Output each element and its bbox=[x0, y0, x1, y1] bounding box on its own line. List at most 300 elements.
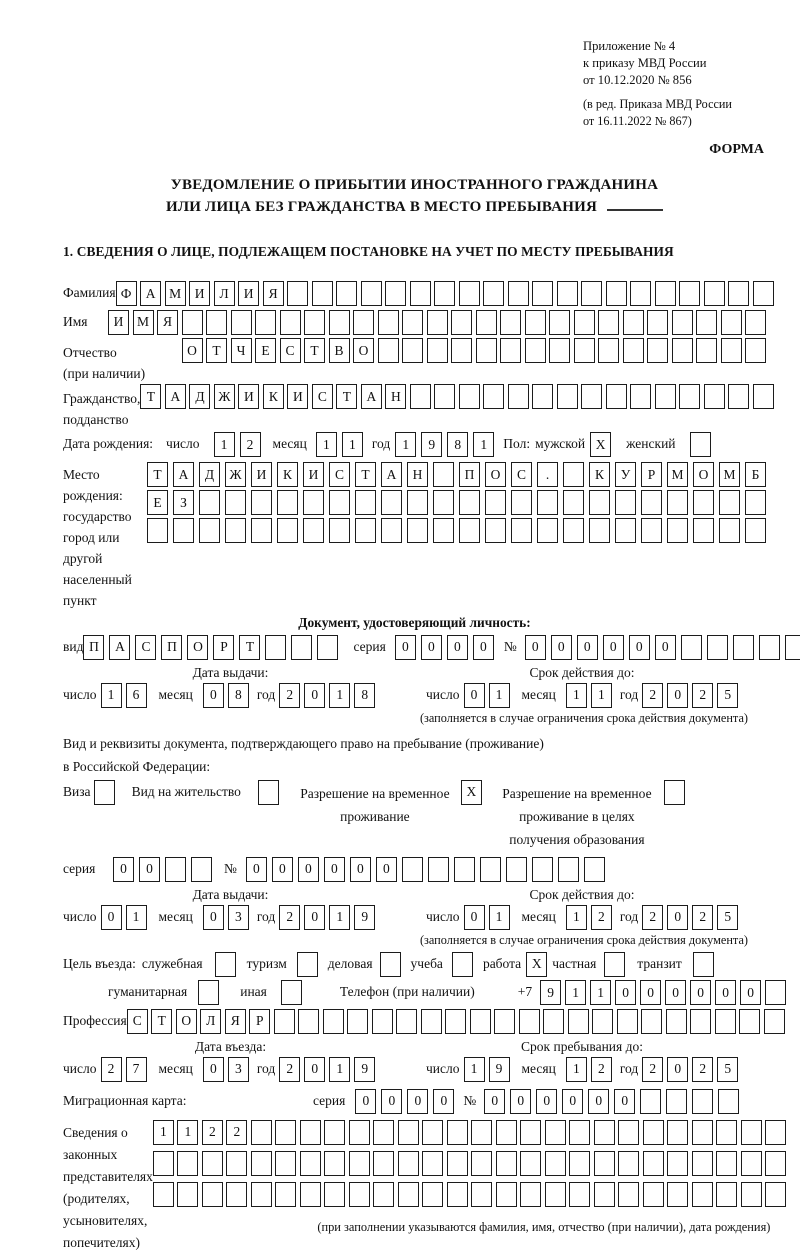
char-box[interactable] bbox=[300, 1182, 321, 1207]
char-box[interactable]: 0 bbox=[525, 635, 546, 660]
char-box[interactable] bbox=[666, 1009, 687, 1034]
char-box[interactable] bbox=[759, 635, 780, 660]
char-box[interactable] bbox=[483, 281, 504, 306]
char-box[interactable]: И bbox=[238, 281, 259, 306]
char-box[interactable]: 0 bbox=[603, 635, 624, 660]
char-box[interactable] bbox=[741, 1151, 762, 1176]
char-box[interactable]: Т bbox=[147, 462, 168, 487]
char-box[interactable] bbox=[277, 518, 298, 543]
char-box[interactable]: У bbox=[615, 462, 636, 487]
char-box[interactable] bbox=[372, 1009, 393, 1034]
char-box[interactable] bbox=[480, 857, 501, 882]
char-box[interactable] bbox=[640, 1089, 661, 1114]
char-box[interactable]: И bbox=[108, 310, 129, 335]
char-box[interactable]: 9 bbox=[540, 980, 561, 1005]
char-box[interactable]: 1 bbox=[329, 905, 350, 930]
char-box[interactable] bbox=[589, 518, 610, 543]
char-box[interactable]: 5 bbox=[717, 1057, 738, 1082]
char-box[interactable] bbox=[336, 281, 357, 306]
char-box[interactable]: С bbox=[329, 462, 350, 487]
char-box[interactable]: Т bbox=[304, 338, 325, 363]
char-box[interactable]: Д bbox=[189, 384, 210, 409]
sex-male-checkbox[interactable]: X bbox=[590, 432, 611, 457]
char-box[interactable]: 1 bbox=[101, 683, 122, 708]
char-box[interactable] bbox=[667, 490, 688, 515]
char-box[interactable] bbox=[690, 1009, 711, 1034]
char-box[interactable]: 1 bbox=[316, 432, 337, 457]
char-box[interactable] bbox=[402, 310, 423, 335]
char-box[interactable]: . bbox=[537, 462, 558, 487]
char-box[interactable] bbox=[655, 281, 676, 306]
char-box[interactable] bbox=[718, 1089, 739, 1114]
char-box[interactable] bbox=[324, 1120, 345, 1145]
char-box[interactable] bbox=[265, 635, 286, 660]
char-box[interactable] bbox=[647, 338, 668, 363]
char-box[interactable]: Я bbox=[225, 1009, 246, 1034]
char-box[interactable]: 0 bbox=[350, 857, 371, 882]
char-box[interactable] bbox=[422, 1151, 443, 1176]
char-box[interactable] bbox=[508, 281, 529, 306]
char-box[interactable]: 0 bbox=[113, 857, 134, 882]
char-box[interactable] bbox=[721, 338, 742, 363]
purpose-tourism-checkbox[interactable] bbox=[297, 952, 318, 977]
char-box[interactable]: П bbox=[83, 635, 104, 660]
purpose-business-checkbox[interactable] bbox=[215, 952, 236, 977]
char-box[interactable] bbox=[569, 1182, 590, 1207]
char-box[interactable]: Л bbox=[214, 281, 235, 306]
char-box[interactable] bbox=[303, 490, 324, 515]
char-box[interactable] bbox=[643, 1120, 664, 1145]
char-box[interactable] bbox=[681, 635, 702, 660]
char-box[interactable]: О bbox=[353, 338, 374, 363]
char-box[interactable]: 0 bbox=[536, 1089, 557, 1114]
char-box[interactable] bbox=[532, 384, 553, 409]
char-box[interactable] bbox=[410, 384, 431, 409]
char-box[interactable] bbox=[298, 1009, 319, 1034]
char-box[interactable]: М bbox=[719, 462, 740, 487]
char-box[interactable] bbox=[300, 1151, 321, 1176]
char-box[interactable]: А bbox=[140, 281, 161, 306]
char-box[interactable] bbox=[182, 310, 203, 335]
char-box[interactable] bbox=[274, 1009, 295, 1034]
char-box[interactable] bbox=[454, 857, 475, 882]
char-box[interactable]: О bbox=[182, 338, 203, 363]
char-box[interactable]: Ж bbox=[225, 462, 246, 487]
char-box[interactable]: 0 bbox=[562, 1089, 583, 1114]
char-box[interactable]: 7 bbox=[126, 1057, 147, 1082]
char-box[interactable]: Е bbox=[147, 490, 168, 515]
char-box[interactable]: 0 bbox=[667, 1057, 688, 1082]
char-box[interactable] bbox=[765, 1182, 786, 1207]
char-box[interactable]: 0 bbox=[510, 1089, 531, 1114]
char-box[interactable]: С bbox=[135, 635, 156, 660]
char-box[interactable]: 5 bbox=[717, 905, 738, 930]
char-box[interactable] bbox=[618, 1120, 639, 1145]
char-box[interactable] bbox=[422, 1120, 443, 1145]
char-box[interactable]: 0 bbox=[629, 635, 650, 660]
char-box[interactable]: 2 bbox=[642, 683, 663, 708]
char-box[interactable] bbox=[177, 1182, 198, 1207]
char-box[interactable] bbox=[584, 857, 605, 882]
char-box[interactable] bbox=[716, 1151, 737, 1176]
char-box[interactable]: 2 bbox=[591, 1057, 612, 1082]
char-box[interactable] bbox=[199, 518, 220, 543]
char-box[interactable] bbox=[558, 857, 579, 882]
char-box[interactable]: 0 bbox=[203, 905, 224, 930]
char-box[interactable] bbox=[355, 518, 376, 543]
char-box[interactable] bbox=[324, 1182, 345, 1207]
char-box[interactable] bbox=[667, 1120, 688, 1145]
char-box[interactable]: 1 bbox=[153, 1120, 174, 1145]
char-box[interactable]: 6 bbox=[126, 683, 147, 708]
char-box[interactable] bbox=[719, 490, 740, 515]
char-box[interactable]: 0 bbox=[473, 635, 494, 660]
char-box[interactable]: В bbox=[329, 338, 350, 363]
char-box[interactable] bbox=[728, 384, 749, 409]
char-box[interactable] bbox=[545, 1120, 566, 1145]
char-box[interactable]: Р bbox=[641, 462, 662, 487]
char-box[interactable] bbox=[532, 281, 553, 306]
char-box[interactable] bbox=[427, 338, 448, 363]
char-box[interactable] bbox=[402, 857, 423, 882]
char-box[interactable]: К bbox=[589, 462, 610, 487]
char-box[interactable] bbox=[470, 1009, 491, 1034]
char-box[interactable]: Д bbox=[199, 462, 220, 487]
char-box[interactable] bbox=[745, 490, 766, 515]
char-box[interactable] bbox=[476, 310, 497, 335]
char-box[interactable]: 0 bbox=[614, 1089, 635, 1114]
char-box[interactable]: 1 bbox=[395, 432, 416, 457]
char-box[interactable]: 0 bbox=[203, 1057, 224, 1082]
char-box[interactable] bbox=[329, 310, 350, 335]
char-box[interactable]: 0 bbox=[433, 1089, 454, 1114]
char-box[interactable] bbox=[287, 281, 308, 306]
char-box[interactable] bbox=[500, 338, 521, 363]
char-box[interactable] bbox=[581, 384, 602, 409]
char-box[interactable] bbox=[733, 635, 754, 660]
char-box[interactable]: 0 bbox=[640, 980, 661, 1005]
char-box[interactable]: 0 bbox=[421, 635, 442, 660]
char-box[interactable] bbox=[753, 384, 774, 409]
char-box[interactable] bbox=[630, 281, 651, 306]
char-box[interactable]: 1 bbox=[566, 1057, 587, 1082]
char-box[interactable]: 1 bbox=[565, 980, 586, 1005]
char-box[interactable] bbox=[251, 490, 272, 515]
char-box[interactable]: 0 bbox=[577, 635, 598, 660]
char-box[interactable]: А bbox=[361, 384, 382, 409]
char-box[interactable] bbox=[471, 1182, 492, 1207]
char-box[interactable] bbox=[255, 310, 276, 335]
char-box[interactable]: 2 bbox=[240, 432, 261, 457]
char-box[interactable]: Я bbox=[157, 310, 178, 335]
purpose-private-checkbox[interactable] bbox=[604, 952, 625, 977]
char-box[interactable] bbox=[433, 490, 454, 515]
char-box[interactable] bbox=[231, 310, 252, 335]
char-box[interactable] bbox=[704, 384, 725, 409]
char-box[interactable]: 2 bbox=[692, 905, 713, 930]
char-box[interactable] bbox=[745, 310, 766, 335]
char-box[interactable] bbox=[647, 310, 668, 335]
char-box[interactable]: 1 bbox=[464, 1057, 485, 1082]
char-box[interactable] bbox=[615, 490, 636, 515]
char-box[interactable]: 0 bbox=[101, 905, 122, 930]
char-box[interactable]: М bbox=[133, 310, 154, 335]
char-box[interactable] bbox=[191, 857, 212, 882]
char-box[interactable] bbox=[557, 281, 578, 306]
char-box[interactable]: 1 bbox=[566, 683, 587, 708]
char-box[interactable] bbox=[598, 310, 619, 335]
char-box[interactable] bbox=[537, 518, 558, 543]
char-box[interactable] bbox=[451, 310, 472, 335]
char-box[interactable]: 2 bbox=[226, 1120, 247, 1145]
char-box[interactable]: 0 bbox=[139, 857, 160, 882]
char-box[interactable] bbox=[225, 518, 246, 543]
sex-female-checkbox[interactable] bbox=[690, 432, 711, 457]
char-box[interactable] bbox=[641, 518, 662, 543]
char-box[interactable] bbox=[707, 635, 728, 660]
char-box[interactable]: 0 bbox=[447, 635, 468, 660]
char-box[interactable]: 1 bbox=[591, 683, 612, 708]
char-box[interactable]: 2 bbox=[692, 683, 713, 708]
char-box[interactable] bbox=[574, 310, 595, 335]
char-box[interactable] bbox=[606, 281, 627, 306]
char-box[interactable] bbox=[381, 518, 402, 543]
char-box[interactable]: М bbox=[667, 462, 688, 487]
char-box[interactable]: 8 bbox=[447, 432, 468, 457]
char-box[interactable] bbox=[153, 1151, 174, 1176]
char-box[interactable]: 3 bbox=[228, 905, 249, 930]
char-box[interactable]: Р bbox=[249, 1009, 270, 1034]
char-box[interactable] bbox=[594, 1151, 615, 1176]
char-box[interactable]: 0 bbox=[715, 980, 736, 1005]
char-box[interactable]: 0 bbox=[304, 905, 325, 930]
char-box[interactable] bbox=[549, 310, 570, 335]
char-box[interactable]: 1 bbox=[177, 1120, 198, 1145]
char-box[interactable] bbox=[606, 384, 627, 409]
char-box[interactable]: И bbox=[303, 462, 324, 487]
char-box[interactable] bbox=[696, 338, 717, 363]
char-box[interactable] bbox=[427, 310, 448, 335]
char-box[interactable]: 0 bbox=[667, 683, 688, 708]
char-box[interactable] bbox=[721, 310, 742, 335]
char-box[interactable] bbox=[506, 857, 527, 882]
char-box[interactable] bbox=[459, 384, 480, 409]
char-box[interactable] bbox=[715, 1009, 736, 1034]
char-box[interactable]: 9 bbox=[421, 432, 442, 457]
char-box[interactable] bbox=[447, 1182, 468, 1207]
char-box[interactable] bbox=[745, 338, 766, 363]
char-box[interactable]: Т bbox=[140, 384, 161, 409]
char-box[interactable]: 0 bbox=[665, 980, 686, 1005]
char-box[interactable]: Н bbox=[407, 462, 428, 487]
char-box[interactable] bbox=[485, 490, 506, 515]
char-box[interactable]: 2 bbox=[279, 1057, 300, 1082]
char-box[interactable] bbox=[329, 518, 350, 543]
char-box[interactable]: 9 bbox=[489, 1057, 510, 1082]
char-box[interactable] bbox=[173, 518, 194, 543]
char-box[interactable] bbox=[753, 281, 774, 306]
char-box[interactable] bbox=[692, 1182, 713, 1207]
char-box[interactable] bbox=[323, 1009, 344, 1034]
char-box[interactable]: К bbox=[277, 462, 298, 487]
char-box[interactable] bbox=[525, 338, 546, 363]
char-box[interactable] bbox=[623, 310, 644, 335]
char-box[interactable]: 2 bbox=[642, 1057, 663, 1082]
char-box[interactable]: 0 bbox=[588, 1089, 609, 1114]
char-box[interactable]: Л bbox=[200, 1009, 221, 1034]
char-box[interactable]: Е bbox=[255, 338, 276, 363]
char-box[interactable] bbox=[692, 1089, 713, 1114]
char-box[interactable] bbox=[716, 1120, 737, 1145]
char-box[interactable] bbox=[496, 1151, 517, 1176]
char-box[interactable]: О bbox=[176, 1009, 197, 1034]
char-box[interactable] bbox=[199, 490, 220, 515]
char-box[interactable]: 0 bbox=[355, 1089, 376, 1114]
char-box[interactable] bbox=[592, 1009, 613, 1034]
char-box[interactable]: 1 bbox=[214, 432, 235, 457]
char-box[interactable] bbox=[422, 1182, 443, 1207]
char-box[interactable]: И bbox=[238, 384, 259, 409]
char-box[interactable]: 2 bbox=[279, 683, 300, 708]
char-box[interactable] bbox=[373, 1151, 394, 1176]
char-box[interactable]: 0 bbox=[246, 857, 267, 882]
char-box[interactable] bbox=[672, 310, 693, 335]
char-box[interactable] bbox=[378, 338, 399, 363]
visa-checkbox[interactable] bbox=[94, 780, 115, 805]
char-box[interactable]: О bbox=[693, 462, 714, 487]
char-box[interactable] bbox=[617, 1009, 638, 1034]
char-box[interactable] bbox=[655, 384, 676, 409]
char-box[interactable]: П bbox=[161, 635, 182, 660]
char-box[interactable] bbox=[739, 1009, 760, 1034]
char-box[interactable] bbox=[226, 1182, 247, 1207]
char-box[interactable] bbox=[692, 1120, 713, 1145]
char-box[interactable] bbox=[471, 1151, 492, 1176]
char-box[interactable]: 1 bbox=[489, 683, 510, 708]
char-box[interactable] bbox=[519, 1009, 540, 1034]
char-box[interactable]: 9 bbox=[354, 1057, 375, 1082]
char-box[interactable] bbox=[381, 490, 402, 515]
char-box[interactable] bbox=[719, 518, 740, 543]
char-box[interactable] bbox=[508, 384, 529, 409]
char-box[interactable]: 0 bbox=[381, 1089, 402, 1114]
char-box[interactable] bbox=[407, 518, 428, 543]
char-box[interactable] bbox=[696, 310, 717, 335]
char-box[interactable] bbox=[317, 635, 338, 660]
char-box[interactable] bbox=[421, 1009, 442, 1034]
edu-permit-checkbox[interactable] bbox=[664, 780, 685, 805]
char-box[interactable] bbox=[378, 310, 399, 335]
char-box[interactable]: И bbox=[251, 462, 272, 487]
char-box[interactable]: 1 bbox=[566, 905, 587, 930]
char-box[interactable] bbox=[398, 1182, 419, 1207]
char-box[interactable]: 0 bbox=[304, 1057, 325, 1082]
char-box[interactable] bbox=[206, 310, 227, 335]
char-box[interactable] bbox=[569, 1120, 590, 1145]
char-box[interactable] bbox=[485, 518, 506, 543]
char-box[interactable]: К bbox=[263, 384, 284, 409]
char-box[interactable]: Т bbox=[336, 384, 357, 409]
char-box[interactable] bbox=[537, 490, 558, 515]
char-box[interactable] bbox=[300, 1120, 321, 1145]
purpose-work-checkbox[interactable]: X bbox=[526, 952, 547, 977]
char-box[interactable]: 3 bbox=[228, 1057, 249, 1082]
char-box[interactable] bbox=[303, 518, 324, 543]
char-box[interactable] bbox=[581, 281, 602, 306]
char-box[interactable] bbox=[532, 857, 553, 882]
char-box[interactable]: О bbox=[485, 462, 506, 487]
char-box[interactable]: 2 bbox=[591, 905, 612, 930]
char-box[interactable]: 2 bbox=[202, 1120, 223, 1145]
char-box[interactable]: 0 bbox=[304, 683, 325, 708]
char-box[interactable]: 0 bbox=[615, 980, 636, 1005]
char-box[interactable] bbox=[520, 1120, 541, 1145]
char-box[interactable] bbox=[563, 518, 584, 543]
char-box[interactable] bbox=[543, 1009, 564, 1034]
char-box[interactable] bbox=[291, 635, 312, 660]
char-box[interactable] bbox=[569, 1151, 590, 1176]
char-box[interactable]: 1 bbox=[329, 1057, 350, 1082]
char-box[interactable] bbox=[765, 1120, 786, 1145]
char-box[interactable] bbox=[511, 490, 532, 515]
char-box[interactable]: 0 bbox=[395, 635, 416, 660]
char-box[interactable] bbox=[545, 1151, 566, 1176]
char-box[interactable] bbox=[500, 310, 521, 335]
char-box[interactable]: 0 bbox=[464, 905, 485, 930]
char-box[interactable]: А bbox=[109, 635, 130, 660]
char-box[interactable] bbox=[520, 1151, 541, 1176]
char-box[interactable] bbox=[434, 281, 455, 306]
char-box[interactable]: О bbox=[187, 635, 208, 660]
char-box[interactable] bbox=[251, 1151, 272, 1176]
char-box[interactable] bbox=[667, 1182, 688, 1207]
char-box[interactable] bbox=[693, 490, 714, 515]
char-box[interactable] bbox=[225, 490, 246, 515]
char-box[interactable]: 0 bbox=[551, 635, 572, 660]
char-box[interactable] bbox=[785, 635, 800, 660]
char-box[interactable] bbox=[623, 338, 644, 363]
char-box[interactable]: А bbox=[165, 384, 186, 409]
char-box[interactable] bbox=[447, 1120, 468, 1145]
char-box[interactable] bbox=[494, 1009, 515, 1034]
char-box[interactable] bbox=[594, 1120, 615, 1145]
char-box[interactable]: 1 bbox=[473, 432, 494, 457]
purpose-transit-checkbox[interactable] bbox=[693, 952, 714, 977]
char-box[interactable] bbox=[177, 1151, 198, 1176]
char-box[interactable] bbox=[594, 1182, 615, 1207]
char-box[interactable]: 1 bbox=[329, 683, 350, 708]
char-box[interactable] bbox=[451, 338, 472, 363]
char-box[interactable]: 5 bbox=[717, 683, 738, 708]
char-box[interactable]: А bbox=[381, 462, 402, 487]
char-box[interactable] bbox=[165, 857, 186, 882]
char-box[interactable] bbox=[716, 1182, 737, 1207]
char-box[interactable] bbox=[153, 1182, 174, 1207]
char-box[interactable] bbox=[226, 1151, 247, 1176]
char-box[interactable] bbox=[355, 490, 376, 515]
char-box[interactable] bbox=[304, 310, 325, 335]
char-box[interactable] bbox=[741, 1120, 762, 1145]
char-box[interactable] bbox=[563, 462, 584, 487]
char-box[interactable] bbox=[447, 1151, 468, 1176]
char-box[interactable]: 8 bbox=[228, 683, 249, 708]
char-box[interactable]: 0 bbox=[655, 635, 676, 660]
char-box[interactable] bbox=[349, 1151, 370, 1176]
char-box[interactable]: Т bbox=[239, 635, 260, 660]
char-box[interactable]: 0 bbox=[690, 980, 711, 1005]
char-box[interactable] bbox=[728, 281, 749, 306]
char-box[interactable] bbox=[643, 1151, 664, 1176]
